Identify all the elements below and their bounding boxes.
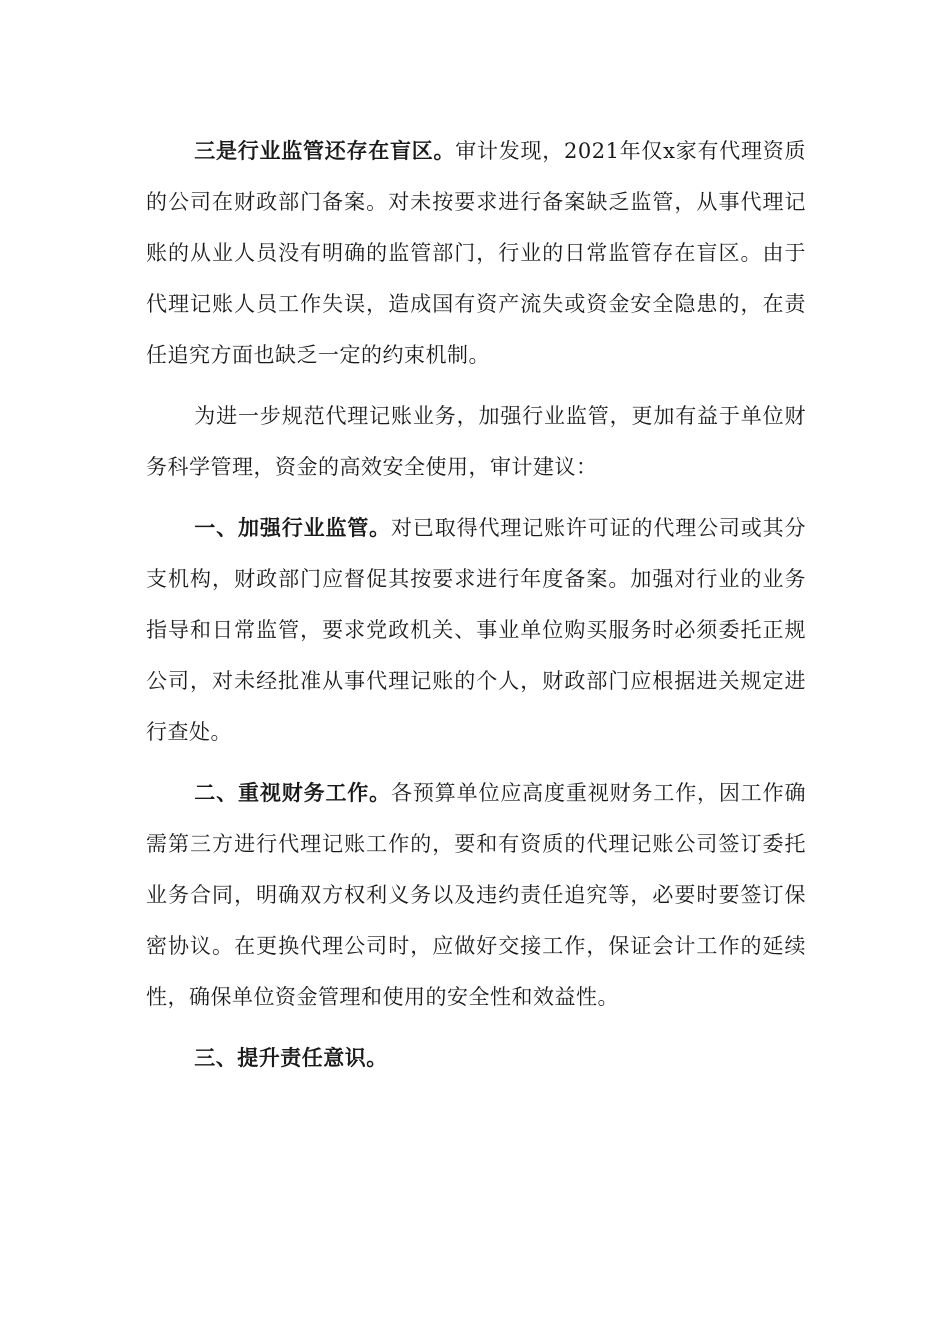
- paragraph-text: 审计发现，2021年仅x家有代理资质的公司在财政部门备案。对未按要求进行备案缺乏监管，从事代理记账的从业人员没有明确的监管部门，行业的日常监管存在盲区。由于代理记账人员工作失误，造成国有资产流失或资金安全隐患的，在责任追究方面也缺乏一定的约束机制。: [146, 139, 807, 367]
- paragraph-lead: 三、提升责任意识。: [194, 1046, 388, 1070]
- paragraph-lead: 一、加强行业监管。: [194, 516, 392, 540]
- paragraph-lead: 二、重视财务工作。: [194, 781, 392, 805]
- document-body: [146, 126, 806, 1084]
- paragraph-text: 为进一步规范代理记账业务，加强行业监管，更加有益于单位财务科学管理，资金的高效安全使用，审计建议：: [146, 404, 806, 479]
- paragraph-industry-supervision-gap: [146, 126, 806, 381]
- paragraph-recommendation-1: [146, 503, 806, 758]
- paragraph-recommendation-3: [146, 1033, 806, 1084]
- paragraph-recommendation-2: [146, 768, 806, 1023]
- paragraph-audit-recommendation-intro: [146, 391, 806, 493]
- paragraph-lead: 三是行业监管还存在盲区。: [194, 139, 456, 163]
- paragraph-text: 对已取得代理记账许可证的代理公司或其分支机构，财政部门应督促其按要求进行年度备案。加强对行业的业务指导和日常监管，要求党政机关、事业单位购买服务时必须委托正规公司，对未经批准从事代理记账的个人，财政部门应根据进关规定进行查处。: [146, 516, 806, 744]
- paragraph-text: 各预算单位应高度重视财务工作，因工作确需第三方进行代理记账工作的，要和有资质的代理记账公司签订委托业务合同，明确双方权利义务以及违约责任追究等，必要时要签订保密协议。在更换代理公司时，应做好交接工作，保证会计工作的延续性，确保单位资金管理和使用的安全性和效益性。: [146, 781, 806, 1009]
